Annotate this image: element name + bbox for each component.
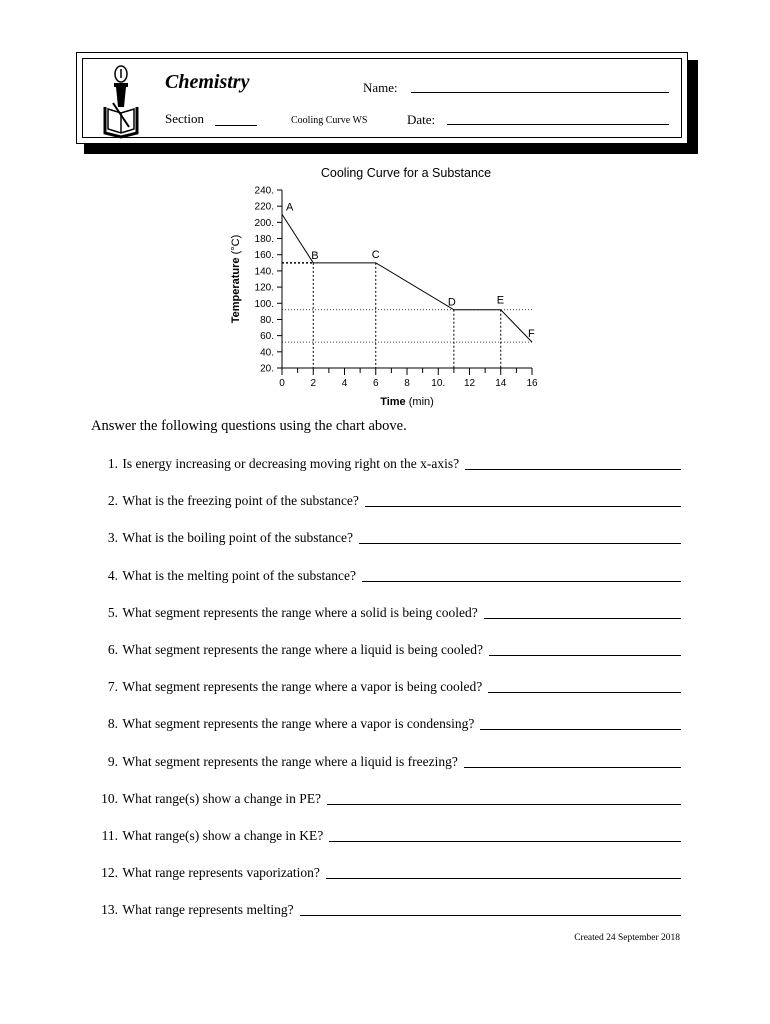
page-title: Chemistry [165,71,250,93]
question-number: 11. [101,828,118,843]
cooling-curve-chart [200,158,570,410]
x-tick-label: 2 [310,378,317,389]
y-tick-label: 180. [254,234,274,246]
question-item [91,865,681,881]
question-number: 10. [101,790,118,806]
question-item [91,679,681,695]
answer-blank[interactable] [327,792,681,805]
answer-blank[interactable] [359,531,681,544]
question-text: What range represents vaporization? [119,865,320,881]
question-number: 9. [107,753,118,769]
question-item [91,456,681,472]
answer-blank[interactable] [329,829,681,842]
point-label-b: B [311,249,319,262]
y-tick-label: 20. [260,363,274,375]
y-tick-label: 120. [254,282,274,294]
question-number: 2. [107,493,118,509]
y-tick-label: 60. [260,331,274,343]
question-item [91,716,681,732]
answer-blank[interactable] [484,606,681,619]
question-item [91,791,681,807]
x-tick-label: 0 [279,378,285,389]
x-axis-label: Time (min) [380,396,434,408]
date-label: Date: [407,112,436,127]
question-number: 6. [107,642,118,657]
answer-blank[interactable] [365,494,681,507]
y-tick-label: 40. [260,347,274,359]
answer-blank[interactable] [362,569,681,582]
torch-book-logo-icon [103,63,139,141]
answer-blank[interactable] [488,680,681,693]
section-label: Section [165,111,204,126]
y-tick-label: 100. [254,298,274,310]
section-field[interactable] [215,125,257,126]
question-text: What is the freezing point of the substance? [119,493,359,509]
date-field[interactable] [447,124,669,125]
worksheet-header [76,52,688,144]
worksheet-name: Cooling Curve WS [291,115,368,126]
y-tick-label: 240. [254,185,274,197]
x-tick-label: 16 [526,378,538,389]
answer-blank[interactable] [480,717,681,730]
question-item [91,828,681,844]
question-number: 7. [107,679,118,695]
instructions: Answer the following questions using the chart above. [91,418,407,434]
created-date: Created 24 September 2018 [574,933,680,943]
x-tick-label: 14 [495,378,507,389]
point-label-c: C [371,248,380,261]
question-item [91,493,681,509]
x-tick-label: 10. [431,378,446,389]
point-labels [286,201,535,340]
question-number: 4. [107,567,118,583]
x-tick-label: 12 [463,378,476,389]
question-number: 5. [107,604,118,620]
question-text: What range(s) show a change in PE? [119,790,322,806]
point-label-a: A [286,201,294,214]
question-number: 12. [101,865,118,881]
y-tick-label: 160. [254,250,274,262]
axes [277,190,532,375]
answer-blank[interactable] [465,457,681,470]
question-item [91,605,681,621]
cooling-curve-line [282,214,532,342]
question-item [91,530,681,546]
point-label-e: E [496,294,505,307]
answer-blank[interactable] [464,755,681,768]
y-tick-label: 80. [260,314,274,326]
question-text: What segment represents the range where a solid is being cooled? [119,604,478,620]
question-text: What segment represents the range where a liquid is being cooled? [119,642,483,657]
y-axis-label: Temperature (°C) [230,234,242,324]
question-number: 1. [107,456,118,471]
question-text: What is the boiling point of the substance? [119,530,353,546]
tick-labels [255,186,538,390]
question-text: What segment represents the range where a vapor is condensing? [119,716,475,732]
name-label: Name: [363,80,398,95]
question-item [91,902,681,918]
answer-blank[interactable] [489,643,681,656]
x-tick-label: 8 [404,378,410,389]
answer-blank[interactable] [326,866,681,879]
point-label-f: F [528,328,535,341]
question-number: 13. [101,902,118,918]
series [282,214,532,342]
question-number: 8. [107,716,118,732]
y-tick-label: 140. [254,266,274,278]
chart-title: Cooling Curve for a Substance [320,166,492,180]
question-item [91,642,681,658]
question-text: What is the melting point of the substance? [119,567,356,583]
point-label-d: D [447,296,456,309]
y-tick-label: 200. [254,217,274,229]
question-text: What segment represents the range where a vapor is being cooled? [119,679,483,695]
question-item [91,568,681,584]
x-tick-label: 6 [372,378,379,389]
question-text: Is energy increasing or decreasing moving right on the x-axis? [119,456,460,471]
y-tick-label: 220. [254,201,274,213]
header-inner-border [82,58,682,138]
answer-blank[interactable] [300,903,681,916]
question-text: What range represents melting? [119,902,294,918]
question-text: What segment represents the range where a liquid is freezing? [119,753,458,769]
question-item [91,754,681,770]
x-tick-label: 4 [341,378,348,389]
question-text: What range(s) show a change in KE? [119,828,324,843]
reference-lines [282,263,532,368]
question-number: 3. [107,530,118,546]
name-field[interactable] [411,92,669,93]
